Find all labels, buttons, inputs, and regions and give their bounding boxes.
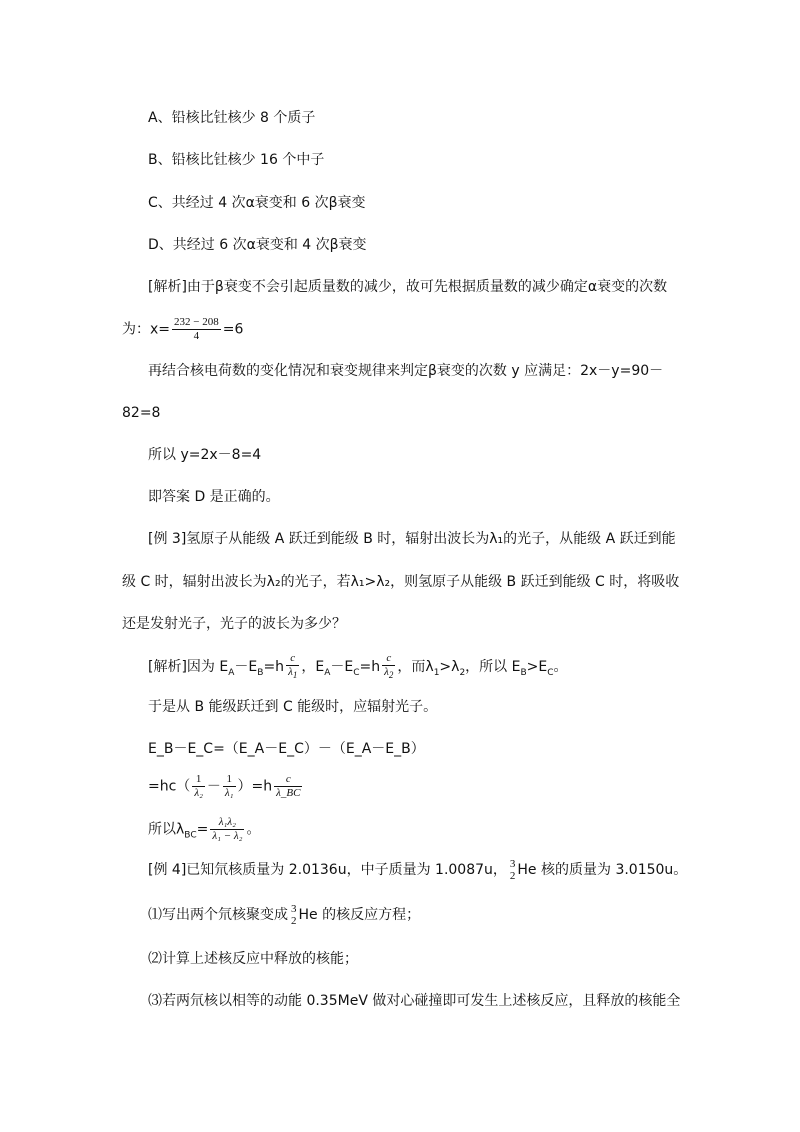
frac-denominator: λ₂ bbox=[194, 787, 203, 799]
frac-denominator: 4 bbox=[172, 329, 221, 343]
mass-number: 3 bbox=[291, 903, 297, 915]
analysis1-line3: 再结合核电荷数的变化情况和衰变规律来判定β衰变的次数 y 应满足：2x－y=90－ bbox=[148, 363, 664, 379]
lambda: λ bbox=[288, 666, 293, 678]
frac-denominator: λ_BC bbox=[276, 787, 301, 799]
example4-q3: ⑶若两氘核以相等的动能 0.35MeV 做对心碰撞即可发生上述核反应，且释放的核能全 bbox=[148, 993, 681, 1009]
text: 。 bbox=[246, 821, 261, 838]
fraction-1-over-lambda2 bbox=[192, 773, 205, 800]
frac-numerator: 232 − 208 bbox=[174, 316, 219, 328]
option-c: C、共经过 4 次α衰变和 6 次β衰变 bbox=[148, 195, 366, 211]
isotope-3-2 bbox=[510, 858, 516, 882]
sub: C bbox=[353, 667, 360, 678]
frac-numerator: λ₁λ₂ bbox=[218, 816, 236, 828]
example3-line3: 还是发射光子，光子的波长为多少？ bbox=[122, 616, 346, 632]
sub: B bbox=[520, 667, 527, 678]
fraction-c-over-lambda1 bbox=[286, 652, 299, 682]
fraction-232-208-over-4 bbox=[172, 316, 221, 343]
fraction-lambda-bc-result bbox=[210, 816, 244, 843]
isotope-3-2 bbox=[291, 903, 297, 927]
text: >λ bbox=[439, 659, 460, 676]
analysis3-line-e bbox=[148, 816, 260, 845]
sub: 1 bbox=[292, 670, 298, 681]
text: 所以λ bbox=[148, 821, 185, 838]
text: =hc（ bbox=[148, 778, 191, 795]
atomic-number: 2 bbox=[509, 870, 516, 882]
text: ）=h bbox=[237, 778, 273, 795]
frac-denominator: λ₁ − λ₂ bbox=[212, 830, 243, 842]
text: =h bbox=[263, 659, 285, 676]
sub: 2 bbox=[388, 670, 394, 681]
text: ，所以 E bbox=[465, 659, 521, 676]
analysis1-line2 bbox=[122, 316, 243, 343]
analysis1-line5: 所以 y=2x－8=4 bbox=[148, 447, 262, 463]
text: [例 4]已知氘核质量为 2.0136u，中子质量为 1.0087u， bbox=[148, 862, 507, 878]
text: － bbox=[206, 778, 221, 795]
example3-line2: 级 C 时，辐射出波长为λ₂的光子，若λ₁>λ₂，则氢原子从能级 B 跃迁到能级 C 时，将吸收 bbox=[122, 574, 680, 590]
example4-q1 bbox=[148, 903, 420, 927]
text: －E bbox=[234, 659, 258, 676]
sub: C bbox=[547, 667, 554, 678]
text: ，E bbox=[301, 659, 325, 676]
sub: 2 bbox=[459, 667, 466, 678]
analysis3-line-c: E_B－E_C=（E_A－E_C）－（E_A－E_B） bbox=[148, 741, 425, 757]
example3-line1: [例 3]氢原子从能级 A 跃迁到能级 B 时，辐射出波长为λ₁的光子，从能级 A 跃迁到能 bbox=[148, 531, 676, 547]
fraction-c-over-lambda2 bbox=[382, 652, 395, 682]
analysis1-line2-post: =6 bbox=[222, 321, 244, 338]
mass-number: 3 bbox=[509, 858, 516, 870]
frac-denominator bbox=[286, 665, 299, 682]
frac-numerator: 1 bbox=[195, 773, 202, 785]
sub: 1 bbox=[433, 667, 440, 678]
sub: A bbox=[228, 667, 235, 678]
lambda: λ bbox=[384, 666, 389, 678]
analysis3-line-b: 于是从 B 能级跃迁到 C 能级时，应辐射光子。 bbox=[148, 699, 438, 715]
example4-q2: ⑵计算上述核反应中释放的核能； bbox=[148, 951, 358, 967]
text: =h bbox=[359, 659, 381, 676]
sub: BC bbox=[184, 830, 197, 841]
text: He 核的质量为 3.0150u。 bbox=[517, 862, 688, 878]
text: [解析]因为 E bbox=[148, 659, 229, 676]
text: ，而λ bbox=[397, 659, 434, 676]
text: ⑴写出两个氘核聚变成 bbox=[148, 907, 288, 923]
analysis3-line-a bbox=[148, 652, 568, 683]
analysis1-line6: 即答案 D 是正确的。 bbox=[148, 489, 280, 505]
atomic-number: 2 bbox=[291, 915, 297, 927]
fraction-1-over-lambda1 bbox=[223, 773, 236, 800]
frac-numerator: c bbox=[285, 773, 291, 785]
option-d: D、共经过 6 次α衰变和 4 次β衰变 bbox=[148, 237, 367, 253]
frac-numerator: c bbox=[290, 652, 296, 664]
analysis3-line-d bbox=[148, 773, 304, 800]
frac-denominator bbox=[382, 665, 395, 682]
frac-numerator: c bbox=[386, 652, 392, 664]
text: －E bbox=[330, 659, 354, 676]
frac-denominator: λ₁ bbox=[224, 787, 234, 799]
example4-line1 bbox=[148, 858, 687, 882]
sub: B bbox=[257, 667, 264, 678]
analysis1-line2-pre: 为：x= bbox=[122, 321, 171, 338]
text: = bbox=[196, 821, 209, 838]
sub: A bbox=[324, 667, 331, 678]
analysis1-line1: [解析]由于β衰变不会引起质量数的减少，故可先根据质量数的减少确定α衰变的次数 bbox=[148, 279, 668, 295]
analysis1-line4: 82=8 bbox=[122, 405, 161, 421]
option-b: B、铅核比钍核少 16 个中子 bbox=[148, 152, 325, 168]
fraction-c-over-lambda-bc bbox=[274, 773, 302, 800]
text: He 的核反应方程； bbox=[298, 907, 421, 923]
frac-numerator: 1 bbox=[226, 773, 232, 785]
option-a: A、铅核比钍核少 8 个质子 bbox=[148, 110, 316, 126]
text: 。 bbox=[553, 659, 568, 676]
text: >E bbox=[526, 659, 548, 676]
